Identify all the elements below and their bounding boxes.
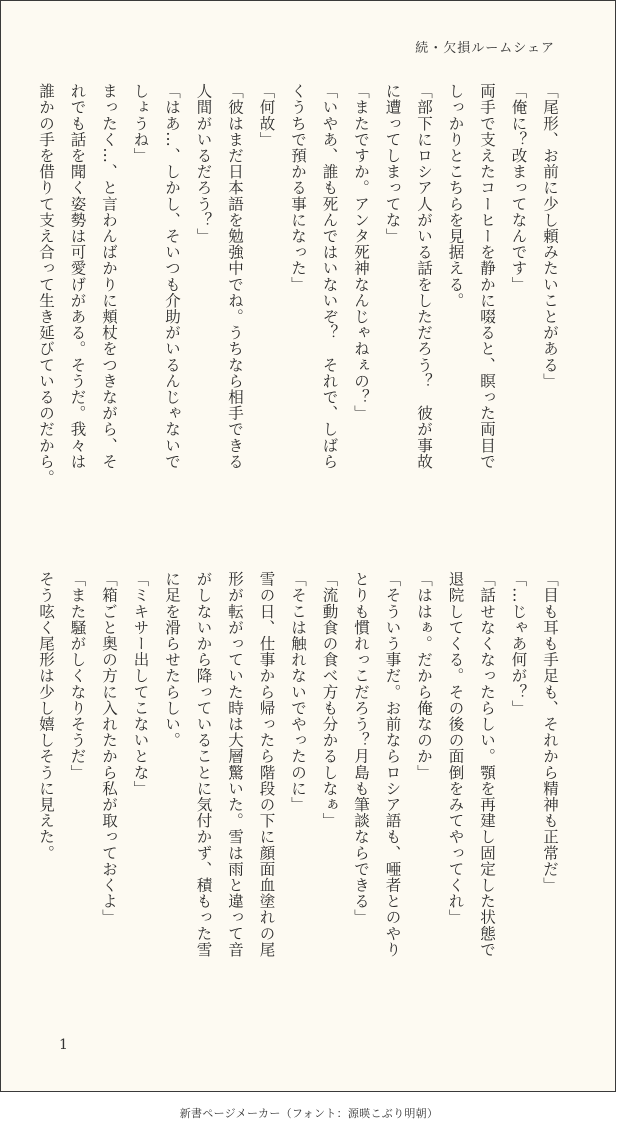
text-line: に足を滑らせたらしい。 [163,571,181,749]
text-line: 「いやあ、誰も死んではいないぞ？ それで、しばら [320,83,339,470]
text-line: とりも慣れっこだろう？月島も筆談ならできる」 [352,571,370,926]
text-line: しっかりとこちらを見据える。 [446,83,465,309]
text-line: 「部下にロシア人がいる話をしただろう？ 彼が事故 [415,83,433,470]
text-line: まったく…、と言わんばかりに頬杖をつきながら、そ [100,83,118,470]
text-line: れでも話を聞く姿勢は可愛げがある。そうだ。我々は [68,83,87,470]
text-line: そう呟く尾形は少し嬉しそうに見えた。 [37,571,55,861]
running-header-title: 続・欠損ルームシェア [415,41,555,56]
text-line: 「彼はまだ日本語を勉強中でね。うちなら相手できる [226,83,244,470]
text-line: 「そこは触れないでやったのに」 [289,571,307,813]
text-line: 「そういう事だ。お前ならロシア語も、唖者とのやり [383,571,402,958]
text-line: 「はあ…、しかし、そいつも介助がいるんじゃないで [163,83,181,470]
footer-credit: 新書ページメーカー（フォント：源暎こぶり明朝） [179,1107,439,1120]
text-line: 「尾形、お前に少し頼みたいことがある」 [541,83,559,389]
text-line: がしないから降っていることに気付かず、積もった雪 [194,571,213,958]
text-line: 「箱ごと奥の方に入れたから私が取っておくよ」 [100,571,118,926]
text-line: くうちで預かる事になった」 [289,83,307,293]
text-line: 「話せなくなったらしい。顎を再建し固定した状態で [478,571,496,958]
text-line: 「ミキサー出してこないとな」 [131,571,150,797]
text-line: 「また騒がしくなりそうだ」 [68,571,87,781]
text-line: 雪の日、仕事から帰ったら階段の下に顔面血塗れの尾 [257,571,276,958]
text-line: 「何故」 [257,83,276,148]
text-line: 「目も耳も手足も、それから精神も正常だ」 [541,571,559,893]
lower-text-block [30,571,566,1011]
text-line: 退院してくる。その後の面倒をみてやってくれ」 [446,571,465,926]
upper-text-block [30,83,566,543]
text-line: 「俺に？改まってなんです」 [509,83,528,293]
text-line: 「流動食の食べ方も分かるしなぁ」 [320,571,339,829]
text-line: 「またですか。アンタ死神なんじゃねぇの？」 [352,83,370,422]
text-line: 「ははぁ。だから俺なのか」 [415,571,433,781]
text-line: に遭ってしまってな」 [383,83,402,244]
text-line: しょうね」 [131,83,150,164]
text-line: 形が転がっていた時は大層驚いた。雪は雨と違って音 [226,571,244,958]
text-line: 「…じゃあ何が？」 [509,571,528,716]
text-line: 両手で支えたコーヒーを静かに啜ると、瞑った両目で [478,83,496,470]
text-line: 人間がいるだろう？」 [194,83,213,244]
text-line: 誰かの手を借りて支え合って生き延びているのだから。 [37,83,55,486]
page-number: 1 [59,1037,68,1053]
